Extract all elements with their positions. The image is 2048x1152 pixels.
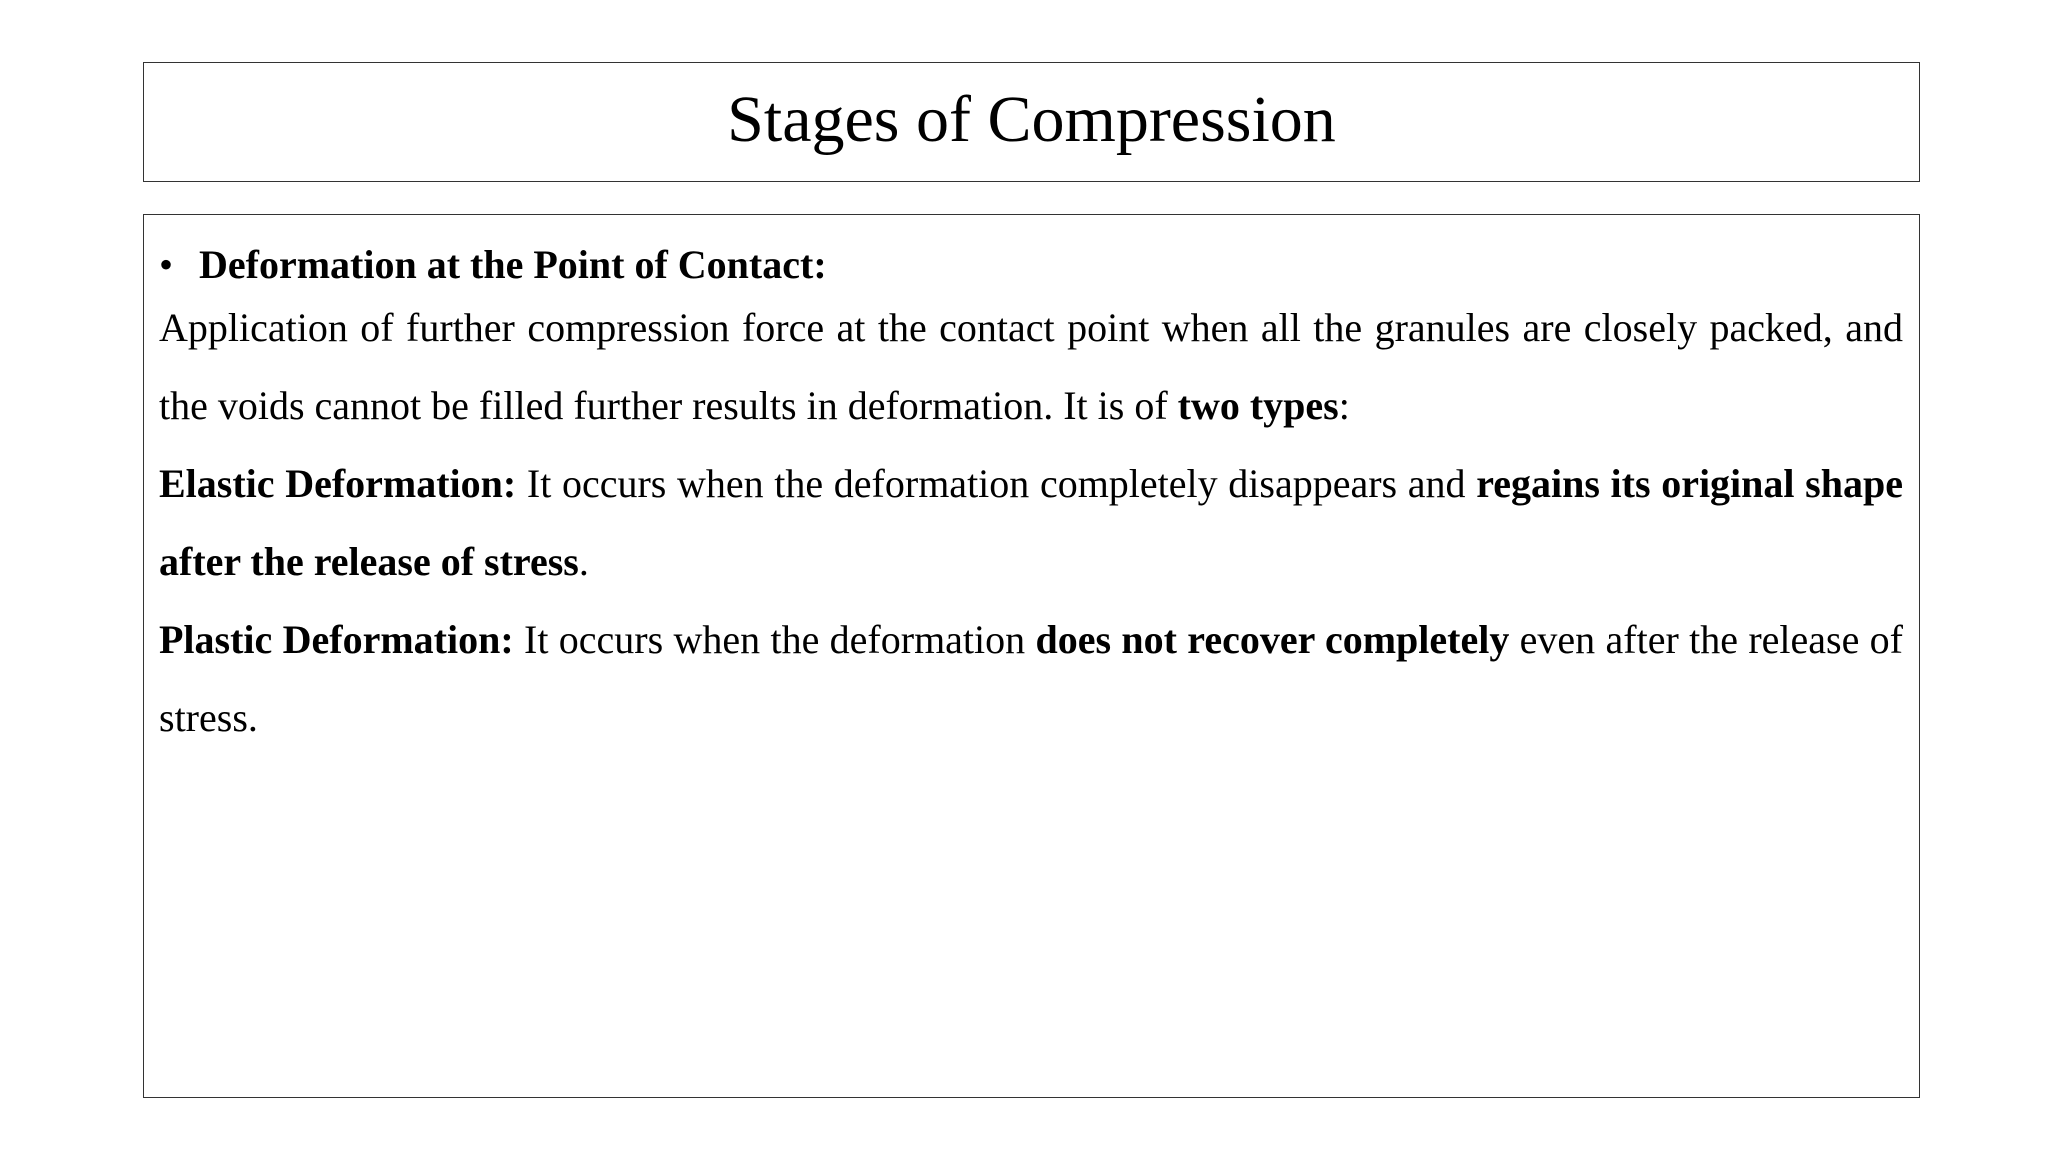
plastic-bold: does not recover completely xyxy=(1035,617,1510,662)
elastic-bold: regains its original shape after the release of stress xyxy=(159,461,1903,584)
content-box xyxy=(143,214,1920,1098)
elastic-text: It occurs when the deformation completely disappears and xyxy=(516,461,1477,506)
plastic-text: It occurs when the deformation xyxy=(513,617,1036,662)
intro-bold: two types xyxy=(1177,383,1339,428)
plastic-end: even after the release of stress. xyxy=(159,617,1903,740)
intro-end: : xyxy=(1338,383,1350,428)
intro-text: Application of further compression force at the contact point when all the granules are closely packed, and the voids cannot be filled further results in deformation. It is of xyxy=(159,305,1903,428)
bullet-icon: • xyxy=(159,242,174,287)
elastic-paragraph xyxy=(159,445,1903,601)
elastic-label: Elastic Deformation: xyxy=(159,461,517,506)
elastic-end: . xyxy=(578,539,589,584)
title-box xyxy=(143,62,1920,182)
slide-title: Stages of Compression xyxy=(727,83,1336,156)
plastic-label: Plastic Deformation: xyxy=(159,617,514,662)
plastic-paragraph xyxy=(159,601,1903,757)
intro-paragraph xyxy=(159,289,1903,445)
bullet-heading xyxy=(159,241,1903,289)
bullet-heading-text: Deformation at the Point of Contact: xyxy=(199,242,827,287)
